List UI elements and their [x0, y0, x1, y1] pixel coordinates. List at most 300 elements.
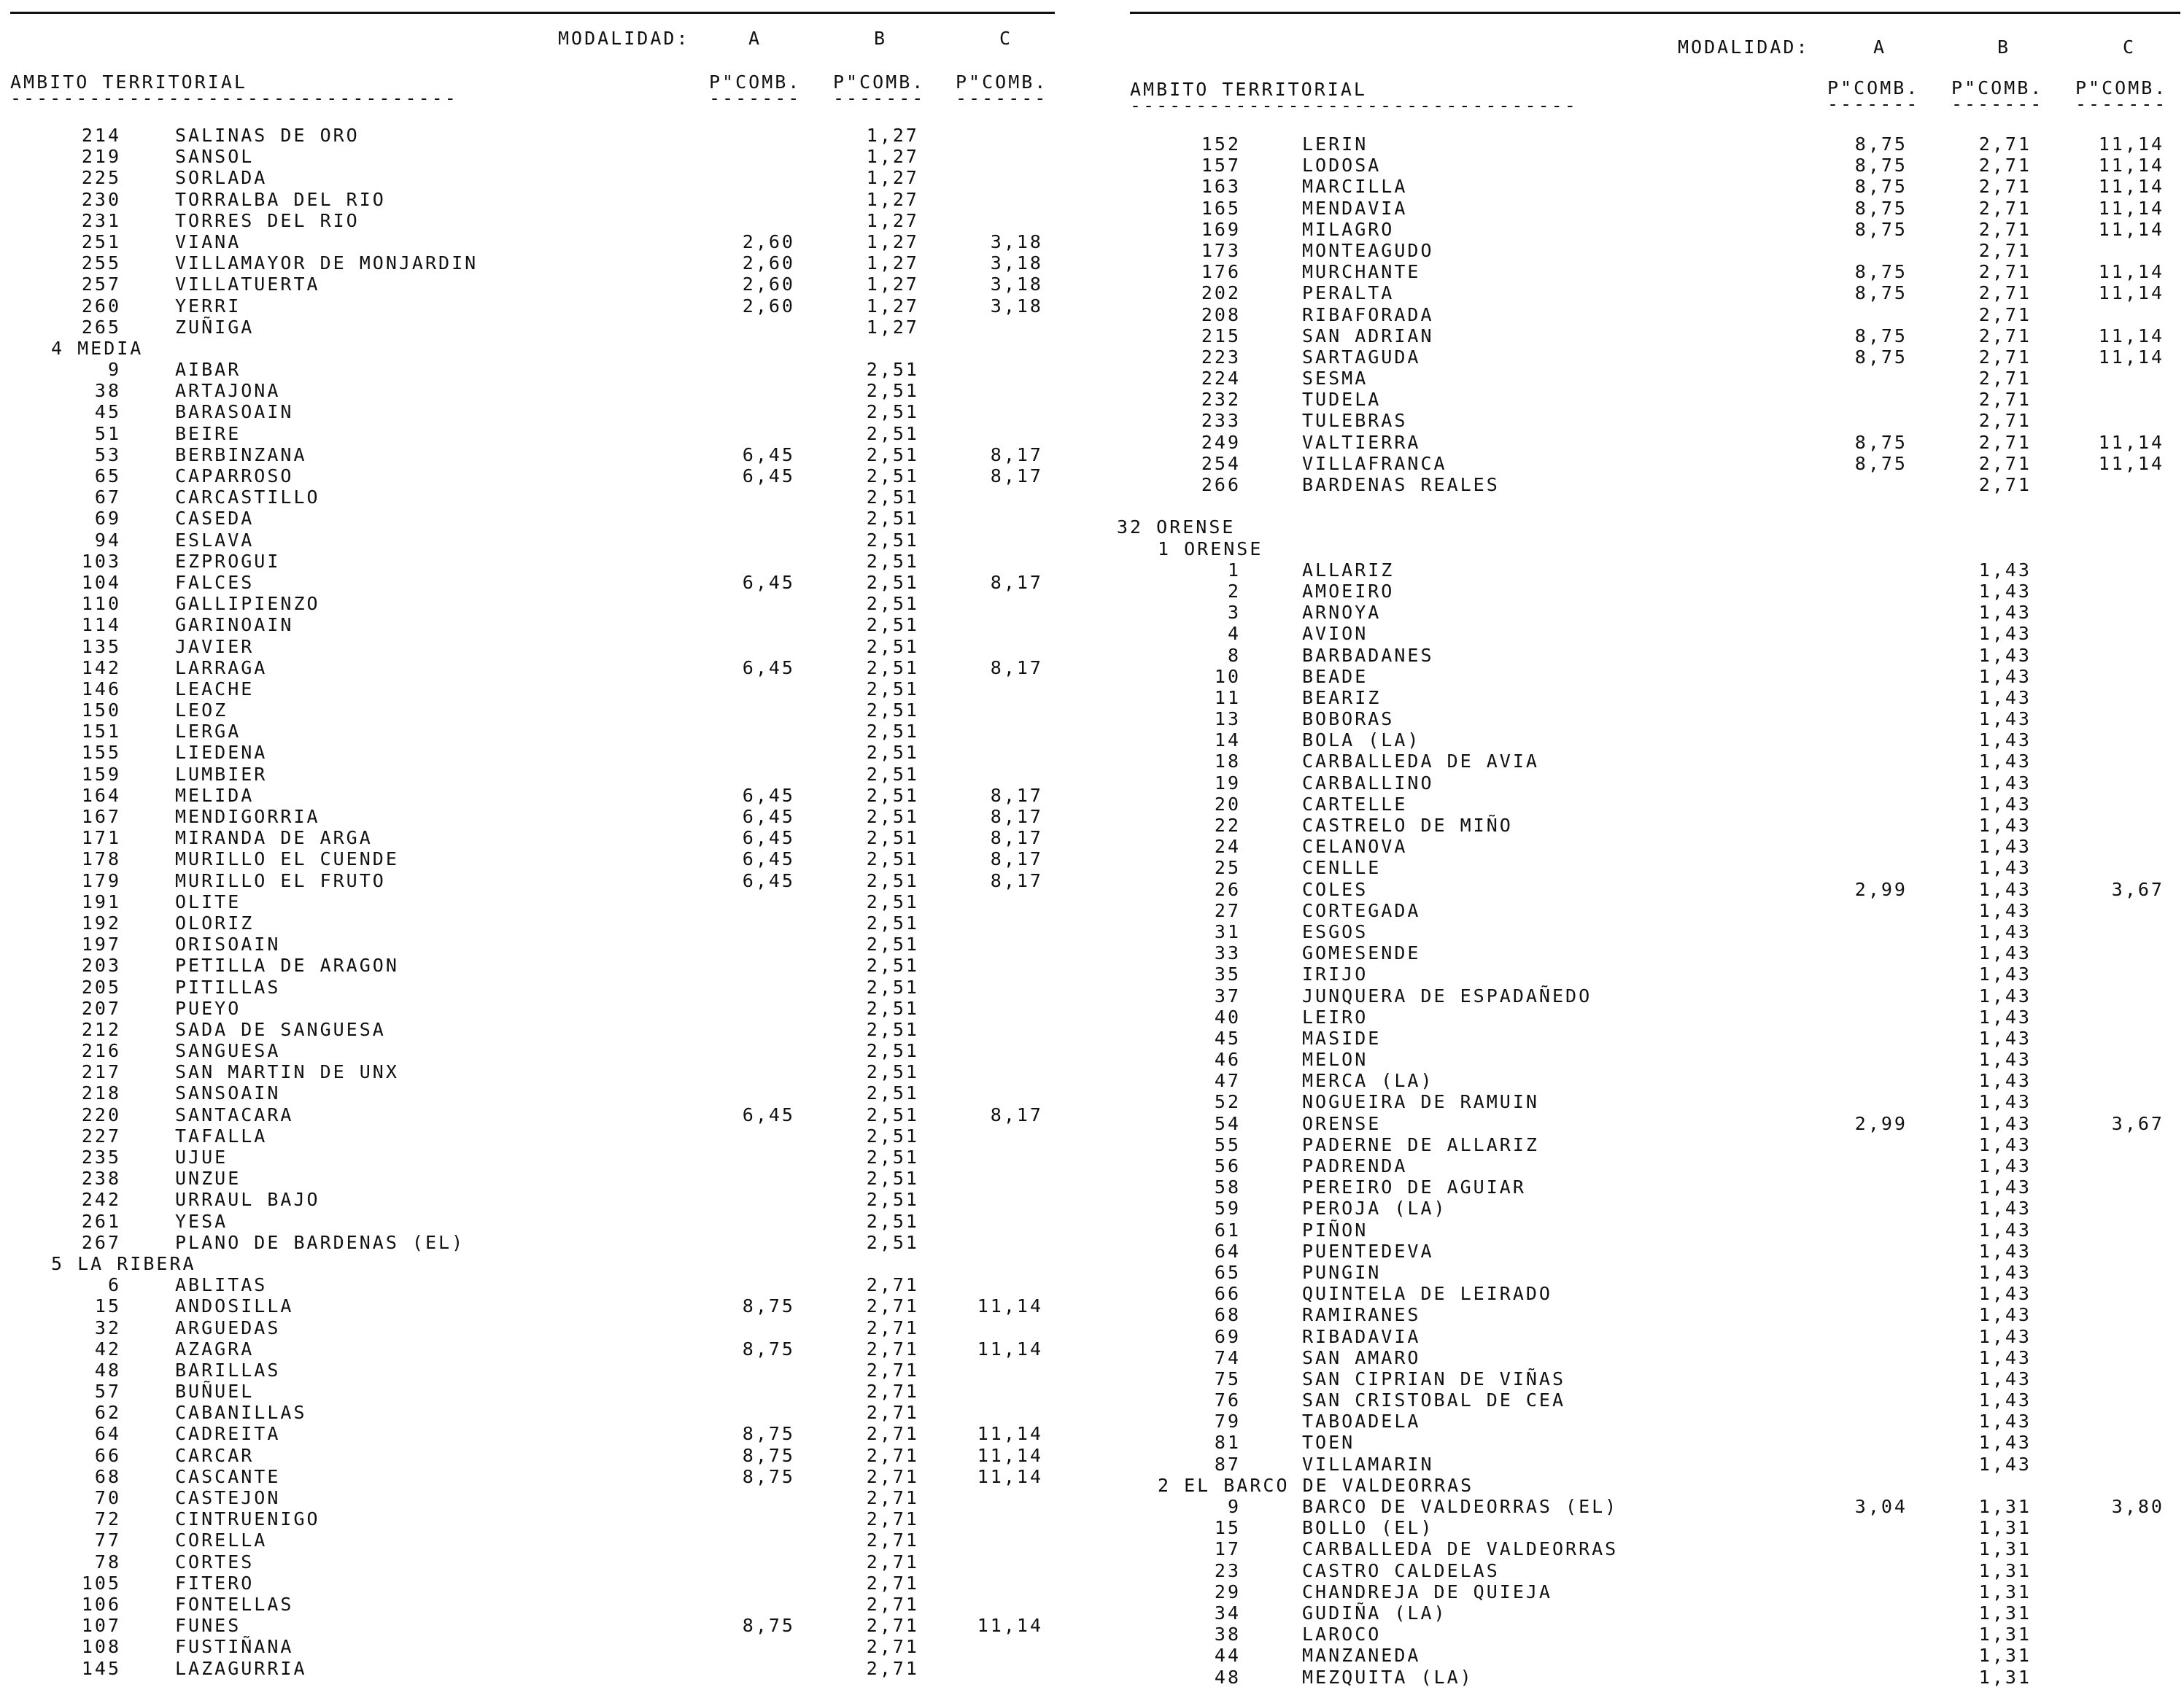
rate-b: 2,51	[866, 593, 919, 615]
municipality-code: 72	[94, 1508, 121, 1530]
rate-b: 2,51	[866, 443, 919, 465]
rate-b: 1,43	[1978, 1176, 2032, 1198]
table-row	[0, 210, 1065, 231]
municipality-name: OLORIZ	[175, 912, 255, 934]
municipality-code: 267	[81, 1231, 121, 1253]
table-row	[0, 1295, 1065, 1317]
rate-b: 2,51	[866, 508, 919, 530]
municipality-code: 197	[81, 934, 121, 955]
municipality-code: 31	[1214, 920, 1241, 942]
municipality-name: VILLATUERTA	[175, 274, 320, 295]
municipality-code: 32	[94, 1317, 121, 1338]
municipality-name: LUMBIER	[175, 763, 268, 785]
rate-a: 8,75	[1854, 261, 1908, 283]
table-row	[0, 1530, 1065, 1551]
municipality-name: ARTAJONA	[175, 380, 281, 402]
table-row	[0, 401, 1065, 422]
municipality-code: 18	[1214, 751, 1241, 772]
municipality-name: PEREIRO DE AGUIAR	[1302, 1176, 1526, 1198]
municipality-name: BEIRE	[175, 422, 241, 444]
municipality-code: 64	[1214, 1240, 1241, 1262]
rate-b: 1,31	[1978, 1581, 2032, 1602]
rate-b: 2,71	[866, 1551, 919, 1573]
modalidad-label: MODALIDAD:	[558, 28, 690, 49]
rate-c: 11,14	[977, 1444, 1043, 1466]
table-row	[0, 891, 1065, 912]
municipality-name: CARCAR	[175, 1444, 255, 1466]
rate-b: 1,43	[1978, 815, 2032, 836]
municipality-code: 25	[1214, 857, 1241, 879]
rate-b: 1,43	[1978, 623, 2032, 645]
municipality-name: SANTACARA	[175, 1104, 294, 1125]
municipality-name: YESA	[175, 1210, 228, 1232]
rate-b: 2,51	[866, 1168, 919, 1190]
table-row	[0, 1508, 1065, 1530]
municipality-name: COLES	[1302, 878, 1368, 900]
section-spacer	[1120, 495, 2184, 516]
rate-b: 2,51	[866, 934, 919, 955]
municipality-name: PITILLAS	[175, 976, 281, 998]
municipality-name: SANSOL	[175, 146, 255, 168]
rate-c: 11,14	[977, 1615, 1043, 1637]
rate-b: 2,51	[866, 1082, 919, 1104]
municipality-code: 205	[81, 976, 121, 998]
top-rule	[1130, 12, 2180, 14]
rate-b: 1,43	[1978, 878, 2032, 900]
table-row	[1120, 1134, 2184, 1155]
table-row	[1120, 261, 2184, 282]
municipality-name: BARDENAS REALES	[1302, 474, 1500, 495]
municipality-name: SADA DE SANGUESA	[175, 1018, 386, 1040]
municipality-name: QUINTELA DE LEIRADO	[1302, 1283, 1552, 1305]
municipality-name: UNZUE	[175, 1168, 241, 1190]
rate-b: 2,71	[866, 1423, 919, 1445]
municipality-code: 224	[1201, 368, 1241, 389]
municipality-code: 257	[81, 274, 121, 295]
rate-c: 3,18	[990, 295, 1043, 317]
rate-b: 2,71	[866, 1295, 919, 1317]
table-row	[0, 1168, 1065, 1189]
rate-a: 8,75	[742, 1338, 795, 1360]
table-row	[0, 359, 1065, 380]
table-row	[0, 934, 1065, 955]
rate-b: 2,51	[866, 891, 919, 912]
municipality-code: 17	[1214, 1538, 1241, 1560]
municipality-code: 77	[94, 1530, 121, 1551]
rate-b: 1,43	[1978, 686, 2032, 708]
municipality-code: 65	[1214, 1261, 1241, 1283]
rate-a: 6,45	[742, 571, 795, 593]
rate-c: 8,17	[990, 848, 1043, 870]
municipality-name: ABLITAS	[175, 1274, 268, 1296]
rate-a: 8,75	[742, 1295, 795, 1317]
rate-b: 2,51	[866, 380, 919, 402]
table-row	[0, 678, 1065, 699]
municipality-code: 2	[1227, 580, 1241, 602]
municipality-name: MASIDE	[1302, 1027, 1382, 1049]
municipality-name: IRIJO	[1302, 964, 1368, 985]
table-row	[1120, 1091, 2184, 1112]
municipality-name: GALLIPIENZO	[175, 593, 320, 615]
municipality-code: 202	[1201, 282, 1241, 304]
municipality-code: 68	[94, 1465, 121, 1487]
rate-a: 2,60	[742, 295, 795, 317]
rate-b: 1,43	[1978, 1049, 2032, 1071]
municipality-name: CABANILLAS	[175, 1402, 307, 1424]
municipality-name: PETILLA DE ARAGON	[175, 955, 399, 977]
municipality-code: 215	[1201, 325, 1241, 346]
municipality-code: 159	[81, 763, 121, 785]
table-row	[0, 785, 1065, 806]
municipality-code: 192	[81, 912, 121, 934]
rate-a: 8,75	[1854, 176, 1908, 198]
table-row	[0, 1274, 1065, 1295]
municipality-name: CASTRELO DE MIÑO	[1302, 815, 1513, 836]
municipality-name: MELON	[1302, 1049, 1368, 1071]
municipality-name: ALLARIZ	[1302, 559, 1395, 581]
rate-b: 2,51	[866, 486, 919, 508]
rate-b: 2,51	[866, 401, 919, 423]
rate-b: 1,43	[1978, 899, 2032, 921]
table-row	[1120, 559, 2184, 581]
municipality-code: 45	[94, 401, 121, 423]
municipality-code: 37	[1214, 985, 1241, 1007]
table-row	[0, 1487, 1065, 1508]
rate-a: 3,04	[1854, 1496, 1908, 1517]
rate-b: 1,43	[1978, 920, 2032, 942]
rate-b: 1,43	[1978, 559, 2032, 581]
municipality-code: 69	[1214, 1325, 1241, 1347]
table-row	[0, 1061, 1065, 1082]
municipality-code: 238	[81, 1168, 121, 1190]
municipality-name: LERGA	[175, 721, 241, 743]
municipality-code: 70	[94, 1487, 121, 1508]
municipality-code: 15	[1214, 1517, 1241, 1539]
municipality-code: 146	[81, 678, 121, 699]
rate-c: 11,14	[2098, 325, 2164, 346]
rate-b: 2,51	[866, 1189, 919, 1211]
municipality-name: VILLAMARIN	[1302, 1453, 1434, 1475]
municipality-name: AVION	[1302, 623, 1368, 645]
table-row	[1120, 133, 2184, 155]
municipality-name: RIBAFORADA	[1302, 303, 1434, 325]
right-column	[1117, 0, 2184, 1698]
municipality-name: ZUÑIGA	[175, 316, 255, 338]
rate-b: 1,43	[1978, 1304, 2032, 1326]
rate-a: 8,75	[1854, 155, 1908, 177]
rate-a: 6,45	[742, 806, 795, 827]
ambito-label: AMBITO TERRITORIAL	[10, 71, 247, 93]
rate-a: 6,45	[742, 1104, 795, 1125]
municipality-code: 33	[1214, 942, 1241, 964]
left-column	[0, 0, 1065, 1698]
municipality-code: 23	[1214, 1559, 1241, 1581]
table-row	[1120, 1517, 2184, 1538]
municipality-code: 74	[1214, 1346, 1241, 1368]
municipality-code: 254	[1201, 452, 1241, 474]
table-row	[0, 636, 1065, 657]
rate-b: 2,71	[866, 1615, 919, 1637]
municipality-code: 38	[1214, 1624, 1241, 1645]
municipality-name: BARASOAIN	[175, 401, 294, 423]
rate-b: 2,71	[866, 1508, 919, 1530]
rate-b: 2,51	[866, 742, 919, 764]
municipality-code: 48	[94, 1359, 121, 1381]
rate-c: 8,17	[990, 827, 1043, 849]
municipality-code: 38	[94, 380, 121, 402]
municipality-name: CELANOVA	[1302, 836, 1408, 858]
municipality-name: JAVIER	[175, 635, 255, 657]
municipality-name: BUÑUEL	[175, 1381, 255, 1403]
pcomb-c-underline: -------	[2075, 93, 2168, 115]
table-row	[1120, 1389, 2184, 1411]
municipality-code: 223	[1201, 346, 1241, 368]
municipality-name: LAZAGURRIA	[175, 1657, 307, 1679]
table-row	[1120, 879, 2184, 900]
rate-c: 3,80	[2111, 1496, 2164, 1517]
rate-b: 1,27	[866, 295, 919, 317]
table-row	[1120, 772, 2184, 794]
rate-b: 1,43	[1978, 1112, 2032, 1134]
table-row	[1120, 219, 2184, 240]
table-row	[0, 742, 1065, 763]
municipality-code: 232	[1201, 389, 1241, 411]
rate-b: 1,43	[1978, 1006, 2032, 1028]
municipality-code: 64	[94, 1423, 121, 1445]
rate-b: 2,51	[866, 635, 919, 657]
municipality-code: 167	[81, 806, 121, 827]
municipality-name: SAN CIPRIAN DE VIÑAS	[1302, 1368, 1566, 1389]
rate-b: 1,43	[1978, 964, 2032, 985]
municipality-code: 47	[1214, 1070, 1241, 1092]
rate-a: 6,45	[742, 827, 795, 849]
table-row	[1120, 240, 2184, 261]
col-a-header: A	[1873, 36, 1887, 58]
table-row	[0, 508, 1065, 529]
table-row	[0, 870, 1065, 891]
municipality-code: 48	[1214, 1666, 1241, 1688]
rate-c: 11,14	[2098, 431, 2164, 453]
municipality-name: CASTRO CALDELAS	[1302, 1559, 1500, 1581]
rate-c: 11,14	[2098, 197, 2164, 219]
table-row	[1120, 1241, 2184, 1262]
rate-a: 8,75	[1854, 325, 1908, 346]
rate-c: 11,14	[2098, 261, 2164, 283]
table-row	[1120, 794, 2184, 815]
rate-b: 1,43	[1978, 708, 2032, 730]
table-row	[0, 1360, 1065, 1381]
municipality-name: SANSOAIN	[175, 1082, 281, 1104]
table-row	[1120, 1304, 2184, 1325]
ambito-underline: ----------------------------------	[10, 88, 458, 109]
municipality-code: 217	[81, 1061, 121, 1083]
municipality-name: CASTEJON	[175, 1487, 281, 1508]
table-row	[0, 1317, 1065, 1338]
municipality-name: CENLLE	[1302, 857, 1382, 879]
pcomb-c-underline: -------	[956, 88, 1048, 109]
municipality-code: 178	[81, 848, 121, 870]
municipality-name: ORENSE	[1302, 1112, 1382, 1134]
rate-a: 8,75	[1854, 346, 1908, 368]
municipality-name: GUDIÑA (LA)	[1302, 1602, 1447, 1624]
col-c-header: C	[2123, 36, 2137, 58]
rate-a: 6,45	[742, 465, 795, 486]
municipality-code: 255	[81, 252, 121, 274]
rate-a: 8,75	[1854, 282, 1908, 304]
rate-b: 1,43	[1978, 1368, 2032, 1389]
municipality-name: MURCHANTE	[1302, 261, 1421, 283]
municipality-name: RIBADAVIA	[1302, 1325, 1421, 1347]
municipality-code: 52	[1214, 1091, 1241, 1113]
rate-b: 1,31	[1978, 1517, 2032, 1539]
table-row	[1120, 623, 2184, 644]
municipality-name: BARBADANES	[1302, 644, 1434, 666]
rate-b: 1,43	[1978, 1219, 2032, 1241]
municipality-code: 173	[1201, 239, 1241, 261]
table-row	[0, 657, 1065, 678]
table-row	[1120, 282, 2184, 303]
rate-c: 11,14	[2098, 176, 2164, 198]
rate-b: 2,51	[866, 678, 919, 699]
rate-b: 2,51	[866, 1125, 919, 1147]
table-row	[1120, 751, 2184, 772]
municipality-code: 22	[1214, 815, 1241, 836]
municipality-name: AZAGRA	[175, 1338, 255, 1360]
municipality-code: 24	[1214, 836, 1241, 858]
municipality-code: 145	[81, 1657, 121, 1679]
municipality-code: 46	[1214, 1049, 1241, 1071]
municipality-name: MURILLO EL FRUTO	[175, 869, 386, 891]
municipality-name: JUNQUERA DE ESPADAÑEDO	[1302, 985, 1592, 1007]
table-row	[0, 1423, 1065, 1444]
municipality-name: CHANDREJA DE QUIEJA	[1302, 1581, 1552, 1602]
table-row	[1120, 368, 2184, 389]
table-row	[1120, 1155, 2184, 1176]
municipality-code: 55	[1214, 1133, 1241, 1155]
municipality-name: TUDELA	[1302, 389, 1382, 411]
rate-c: 11,14	[2098, 218, 2164, 240]
table-row	[1120, 1496, 2184, 1517]
municipality-name: SORLADA	[175, 167, 268, 189]
municipality-name: PLANO DE BARDENAS (EL)	[175, 1231, 465, 1253]
municipality-code: 157	[1201, 155, 1241, 177]
municipality-code: 220	[81, 1104, 121, 1125]
rate-c: 11,14	[2098, 282, 2164, 304]
municipality-name: LARRAGA	[175, 656, 268, 678]
municipality-code: 108	[81, 1636, 121, 1658]
table-row	[0, 167, 1065, 188]
municipality-code: 56	[1214, 1155, 1241, 1176]
pcomb-b-header: P"COMB.	[833, 71, 926, 93]
rate-b: 1,43	[1978, 665, 2032, 687]
municipality-code: 179	[81, 869, 121, 891]
municipality-code: 225	[81, 167, 121, 189]
municipality-code: 266	[1201, 474, 1241, 495]
rate-a: 2,60	[742, 274, 795, 295]
municipality-name: LEOZ	[175, 699, 228, 721]
municipality-name: BOLA (LA)	[1302, 729, 1421, 751]
table-row	[0, 699, 1065, 721]
municipality-code: 107	[81, 1615, 121, 1637]
rate-a: 6,45	[742, 656, 795, 678]
municipality-name: ORISOAIN	[175, 934, 281, 955]
table-row	[0, 189, 1065, 210]
rate-a: 8,75	[1854, 133, 1908, 155]
rate-a: 8,75	[742, 1615, 795, 1637]
table-row	[0, 1466, 1065, 1487]
municipality-name: CASEDA	[175, 508, 255, 530]
table-row	[0, 317, 1065, 338]
rate-c: 11,14	[2098, 133, 2164, 155]
rate-b: 2,71	[866, 1593, 919, 1615]
municipality-name: VILLAFRANCA	[1302, 452, 1447, 474]
rate-b: 2,51	[866, 912, 919, 934]
table-row	[0, 912, 1065, 934]
municipality-name: FALCES	[175, 571, 255, 593]
table-row	[1120, 1049, 2184, 1070]
table-row	[1120, 921, 2184, 942]
rate-c: 3,67	[2111, 1112, 2164, 1134]
municipality-code: 20	[1214, 793, 1241, 815]
rate-b: 2,51	[866, 529, 919, 551]
rate-a: 2,60	[742, 230, 795, 252]
municipality-code: 203	[81, 955, 121, 977]
rate-b: 2,51	[866, 465, 919, 486]
municipality-code: 54	[1214, 1112, 1241, 1134]
table-row	[0, 125, 1065, 146]
rate-b: 1,31	[1978, 1645, 2032, 1667]
rate-b: 1,43	[1978, 985, 2032, 1007]
municipality-name: MENDAVIA	[1302, 197, 1408, 219]
rate-b: 2,51	[866, 1210, 919, 1232]
table-row	[0, 593, 1065, 614]
municipality-code: 76	[1214, 1389, 1241, 1411]
rate-b: 2,71	[866, 1381, 919, 1403]
rate-b: 1,43	[1978, 857, 2032, 879]
rate-b: 1,43	[1978, 1389, 2032, 1411]
rate-b: 2,71	[1978, 133, 2032, 155]
table-row	[1120, 985, 2184, 1007]
municipality-code: 42	[94, 1338, 121, 1360]
municipality-code: 260	[81, 295, 121, 317]
municipality-name: ARGUEDAS	[175, 1317, 281, 1338]
table-row	[1120, 1176, 2184, 1198]
municipality-name: CADREITA	[175, 1423, 281, 1445]
rate-b: 2,51	[866, 955, 919, 977]
left-table-body	[0, 125, 1065, 1679]
table-row	[0, 614, 1065, 635]
municipality-code: 3	[1227, 602, 1241, 624]
table-row	[1120, 1560, 2184, 1581]
table-row	[1120, 815, 2184, 836]
col-c-header: C	[999, 28, 1013, 49]
pcomb-a-underline: -------	[709, 88, 802, 109]
rate-b: 2,71	[866, 1530, 919, 1551]
municipality-code: 152	[1201, 133, 1241, 155]
municipality-name: RAMIRANES	[1302, 1304, 1421, 1326]
rate-b: 2,51	[866, 422, 919, 444]
table-row	[0, 1658, 1065, 1679]
municipality-name: MARCILLA	[1302, 176, 1408, 198]
municipality-code: 171	[81, 827, 121, 849]
rate-b: 2,51	[866, 699, 919, 721]
rate-b: 1,43	[1978, 772, 2032, 794]
municipality-code: 212	[81, 1018, 121, 1040]
municipality-code: 19	[1214, 772, 1241, 794]
municipality-name: UJUE	[175, 1147, 228, 1168]
section-heading-text: 5 LA RIBERA	[51, 1252, 196, 1274]
rate-b: 2,51	[866, 784, 919, 806]
